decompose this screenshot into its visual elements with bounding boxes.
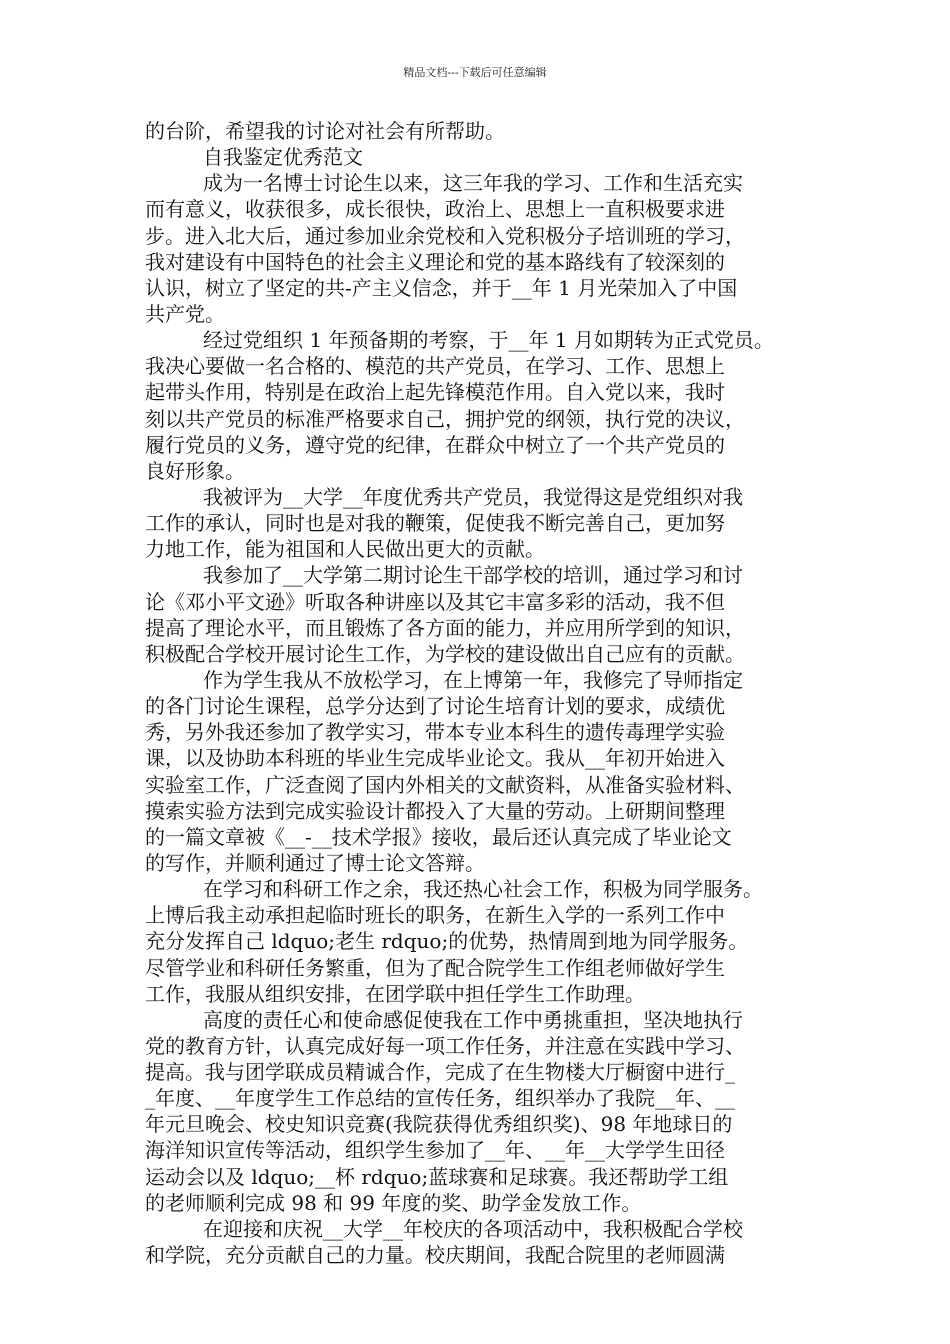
text-line: 积极配合学校开展讨论生工作，为学校的建设做出自己应有的贡献。 (145, 641, 745, 666)
text-line: 在学习和科研工作之余，我还热心社会工作，积极为同学服务。 (203, 877, 763, 902)
text-line: 的各门讨论生课程，总学分达到了讨论生培育计划的要求，成绩优 (145, 694, 725, 719)
text-line: 年元旦晚会、校史知识竞赛(我院获得优秀组织奖)、98 年地球日的 (145, 1112, 733, 1137)
text-line: 成为一名博士讨论生以来，这三年我的学习、工作和生活充实 (203, 171, 743, 196)
text-line: 共产党。 (145, 301, 225, 326)
text-line: 充分发挥自己 ldquo;老生 rdquo;的优势，热情周到地为同学服务。 (145, 929, 749, 954)
text-line: 我参加了__大学第二期讨论生干部学校的培训，通过学习和讨 (203, 563, 743, 588)
document-body (145, 118, 810, 1268)
text-line: 的台阶，希望我的讨论对社会有所帮助。 (145, 119, 505, 143)
text-line: 工作，我服从组织安排，在团学联中担任学生工作助理。 (145, 981, 645, 1006)
text-line: 尽管学业和科研任务繁重，但为了配合院学生工作组老师做好学生 (145, 955, 725, 980)
text-line: 党的教育方针，认真完成好每一项工作任务，并注意在实践中学习、 (145, 1033, 745, 1058)
text-line: 海洋知识宣传等活动，组织学生参加了__年、__年__大学学生田径 (145, 1138, 725, 1163)
text-line: 提高了理论水平，而且锻炼了各方面的能力，并应用所学到的知识， (145, 615, 745, 640)
text-line: 履行党员的义务，遵守党的纪律，在群众中树立了一个共产党员的 (145, 432, 725, 457)
text-line: 秀，另外我还参加了教学实习，带本专业本科生的遗传毒理学实验 (145, 720, 725, 745)
page-header: 精品文档---下载后可任意编辑 (403, 66, 547, 79)
text-line: 摸索实验方法到完成实验设计都投入了大量的劳动。上研期间整理 (145, 798, 725, 823)
text-line: 步。进入北大后，通过参加业余党校和入党积极分子培训班的学习， (145, 223, 745, 248)
text-line: 良好形象。 (145, 458, 245, 483)
text-line: 在迎接和庆祝__大学__年校庆的各项活动中，我积极配合学校 (203, 1216, 743, 1241)
text-line: 而有意义，收获很多，成长很快，政治上、思想上一直积极要求进 (145, 197, 725, 222)
text-line: 刻以共产党员的标准严格要求自己，拥护党的纲领，执行党的决议， (145, 406, 745, 431)
text-line: 课，以及协助本科班的毕业生完成毕业论文。我从__年初开始进入 (145, 746, 725, 771)
text-line: 的老师顺利完成 98 和 99 年度的奖、助学金发放工作。 (145, 1190, 642, 1215)
text-line: 和学院，充分贡献自己的力量。校庆期间，我配合院里的老师圆满 (145, 1243, 725, 1268)
text-line: 提高。我与团学联成员精诚合作，完成了在生物楼大厅橱窗中进行_ (145, 1060, 735, 1085)
text-line: 我对建设有中国特色的社会主义理论和党的基本路线有了较深刻的 (145, 249, 725, 274)
text-line: 上博后我主动承担起临时班长的职务，在新生入学的一系列工作中 (145, 903, 725, 928)
text-line: 经过党组织 1 年预备期的考察，于__年 1 月如期转为正式党员。 (203, 328, 774, 353)
text-line: 我被评为__大学__年度优秀共产党员，我觉得这是党组织对我 (203, 484, 743, 509)
text-line: 运动会以及 ldquo;__杯 rdquo;蓝球赛和足球赛。我还帮助学工组 (145, 1164, 729, 1189)
text-line: 作为学生我从不放松学习，在上博第一年，我修完了导师指定 (203, 667, 743, 692)
text-line: 的写作，并顺利通过了博士论文答辩。 (145, 850, 485, 875)
text-line: 的一篇文章被《__-__技术学报》接收，最后还认真完成了毕业论文 (145, 824, 732, 849)
text-line: 工作的承认，同时也是对我的鞭策，促使我不断完善自己，更加努 (145, 511, 725, 536)
text-line: 认识，树立了坚定的共-产主义信念，并于__年 1 月光荣加入了中国 (145, 275, 738, 300)
text-line: 力地工作，能为祖国和人民做出更大的贡献。 (145, 537, 545, 562)
text-line: 自我鉴定优秀范文 (203, 145, 363, 170)
text-line: 我决心要做一名合格的、模范的共产党员，在学习、工作、思想上 (145, 354, 725, 379)
text-line: _年度、__年度学生工作总结的宣传任务，组织举办了我院__年、__ (145, 1086, 735, 1111)
text-line: 实验室工作，广泛查阅了国内外相关的文献资料，从准备实验材料、 (145, 772, 745, 797)
text-line: 高度的责任心和使命感促使我在工作中勇挑重担，坚决地执行 (203, 1007, 743, 1032)
text-line: 起带头作用，特别是在政治上起先锋模范作用。自入党以来，我时 (145, 380, 725, 405)
text-line: 论《邓小平文逊》听取各种讲座以及其它丰富多彩的活动，我不但 (145, 589, 725, 614)
